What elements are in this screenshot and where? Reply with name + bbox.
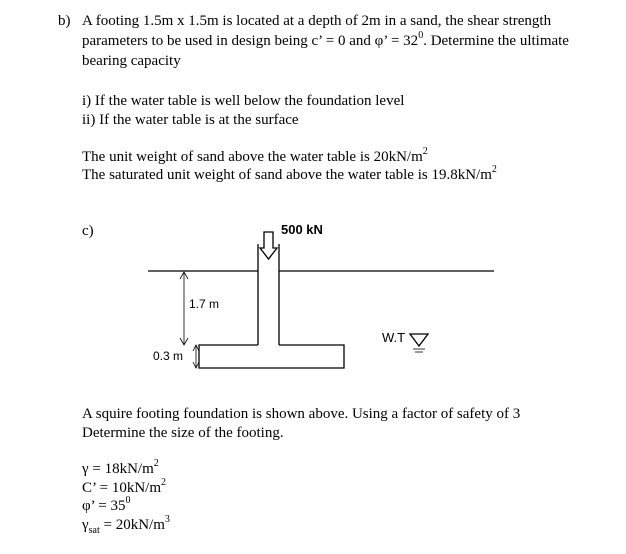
- given-gamma-sat-subscript: sat: [88, 525, 100, 536]
- thickness-label: 0.3 m: [153, 349, 184, 363]
- water-table-label: W.T: [382, 330, 406, 345]
- case-ii: ii) If the water table is at the surface: [82, 112, 299, 128]
- given-cohesion-text: C’ = 10kN/m: [82, 480, 162, 496]
- part-b-label: b): [58, 13, 71, 29]
- given-gamma-power: 2: [153, 458, 159, 469]
- part-c-question-line-2: Determine the size of the footing.: [82, 425, 284, 441]
- given-phi: [82, 497, 131, 515]
- unit-weight-power: 2: [422, 146, 428, 157]
- question-line-2-tail: . Determine the ultimate: [423, 33, 569, 49]
- given-cohesion: [82, 479, 166, 497]
- degree-superscript: 0: [418, 30, 424, 41]
- footing-slab: [199, 345, 344, 368]
- part-b-question-line-1: A footing 1.5m x 1.5m is located at a depth of 2m in a sand, the shear strength: [82, 13, 552, 29]
- load-arrow-icon: [260, 232, 277, 259]
- given-gamma-sat-symbol: γ: [82, 517, 89, 533]
- depth-label: 1.7 m: [189, 297, 220, 311]
- unit-weight-text: The unit weight of sand above the water table is 20kN/m: [82, 149, 423, 165]
- given-phi-text: φ’ = 35: [82, 498, 126, 514]
- given-cohesion-power: 2: [161, 477, 167, 488]
- case-i: i) If the water table is well below the foundation level: [82, 93, 405, 109]
- given-gamma-sat-power: 3: [164, 514, 170, 525]
- part-c-label: c): [82, 223, 94, 239]
- given-gamma-sat-text: = 20kN/m: [99, 517, 165, 533]
- given-phi-degree: 0: [125, 495, 131, 506]
- load-label: 500 kN: [281, 222, 323, 237]
- part-c-question-line-1: A squire footing foundation is shown above. Using a factor of safety of 3: [82, 406, 521, 422]
- question-line-2-text: parameters to be used in design being c’ = 0 and φ’ = 32: [82, 33, 419, 49]
- given-gamma: [82, 460, 159, 478]
- part-b-question-line-3: bearing capacity: [82, 53, 181, 69]
- sat-weight-power: 2: [491, 164, 497, 175]
- given-gamma-text: γ = 18kN/m: [82, 461, 154, 477]
- sat-weight-text: The saturated unit weight of sand above the water table is 19.8kN/m: [82, 167, 492, 183]
- given-gamma-sat: [82, 516, 170, 534]
- water-table-triangle-icon: [410, 334, 428, 346]
